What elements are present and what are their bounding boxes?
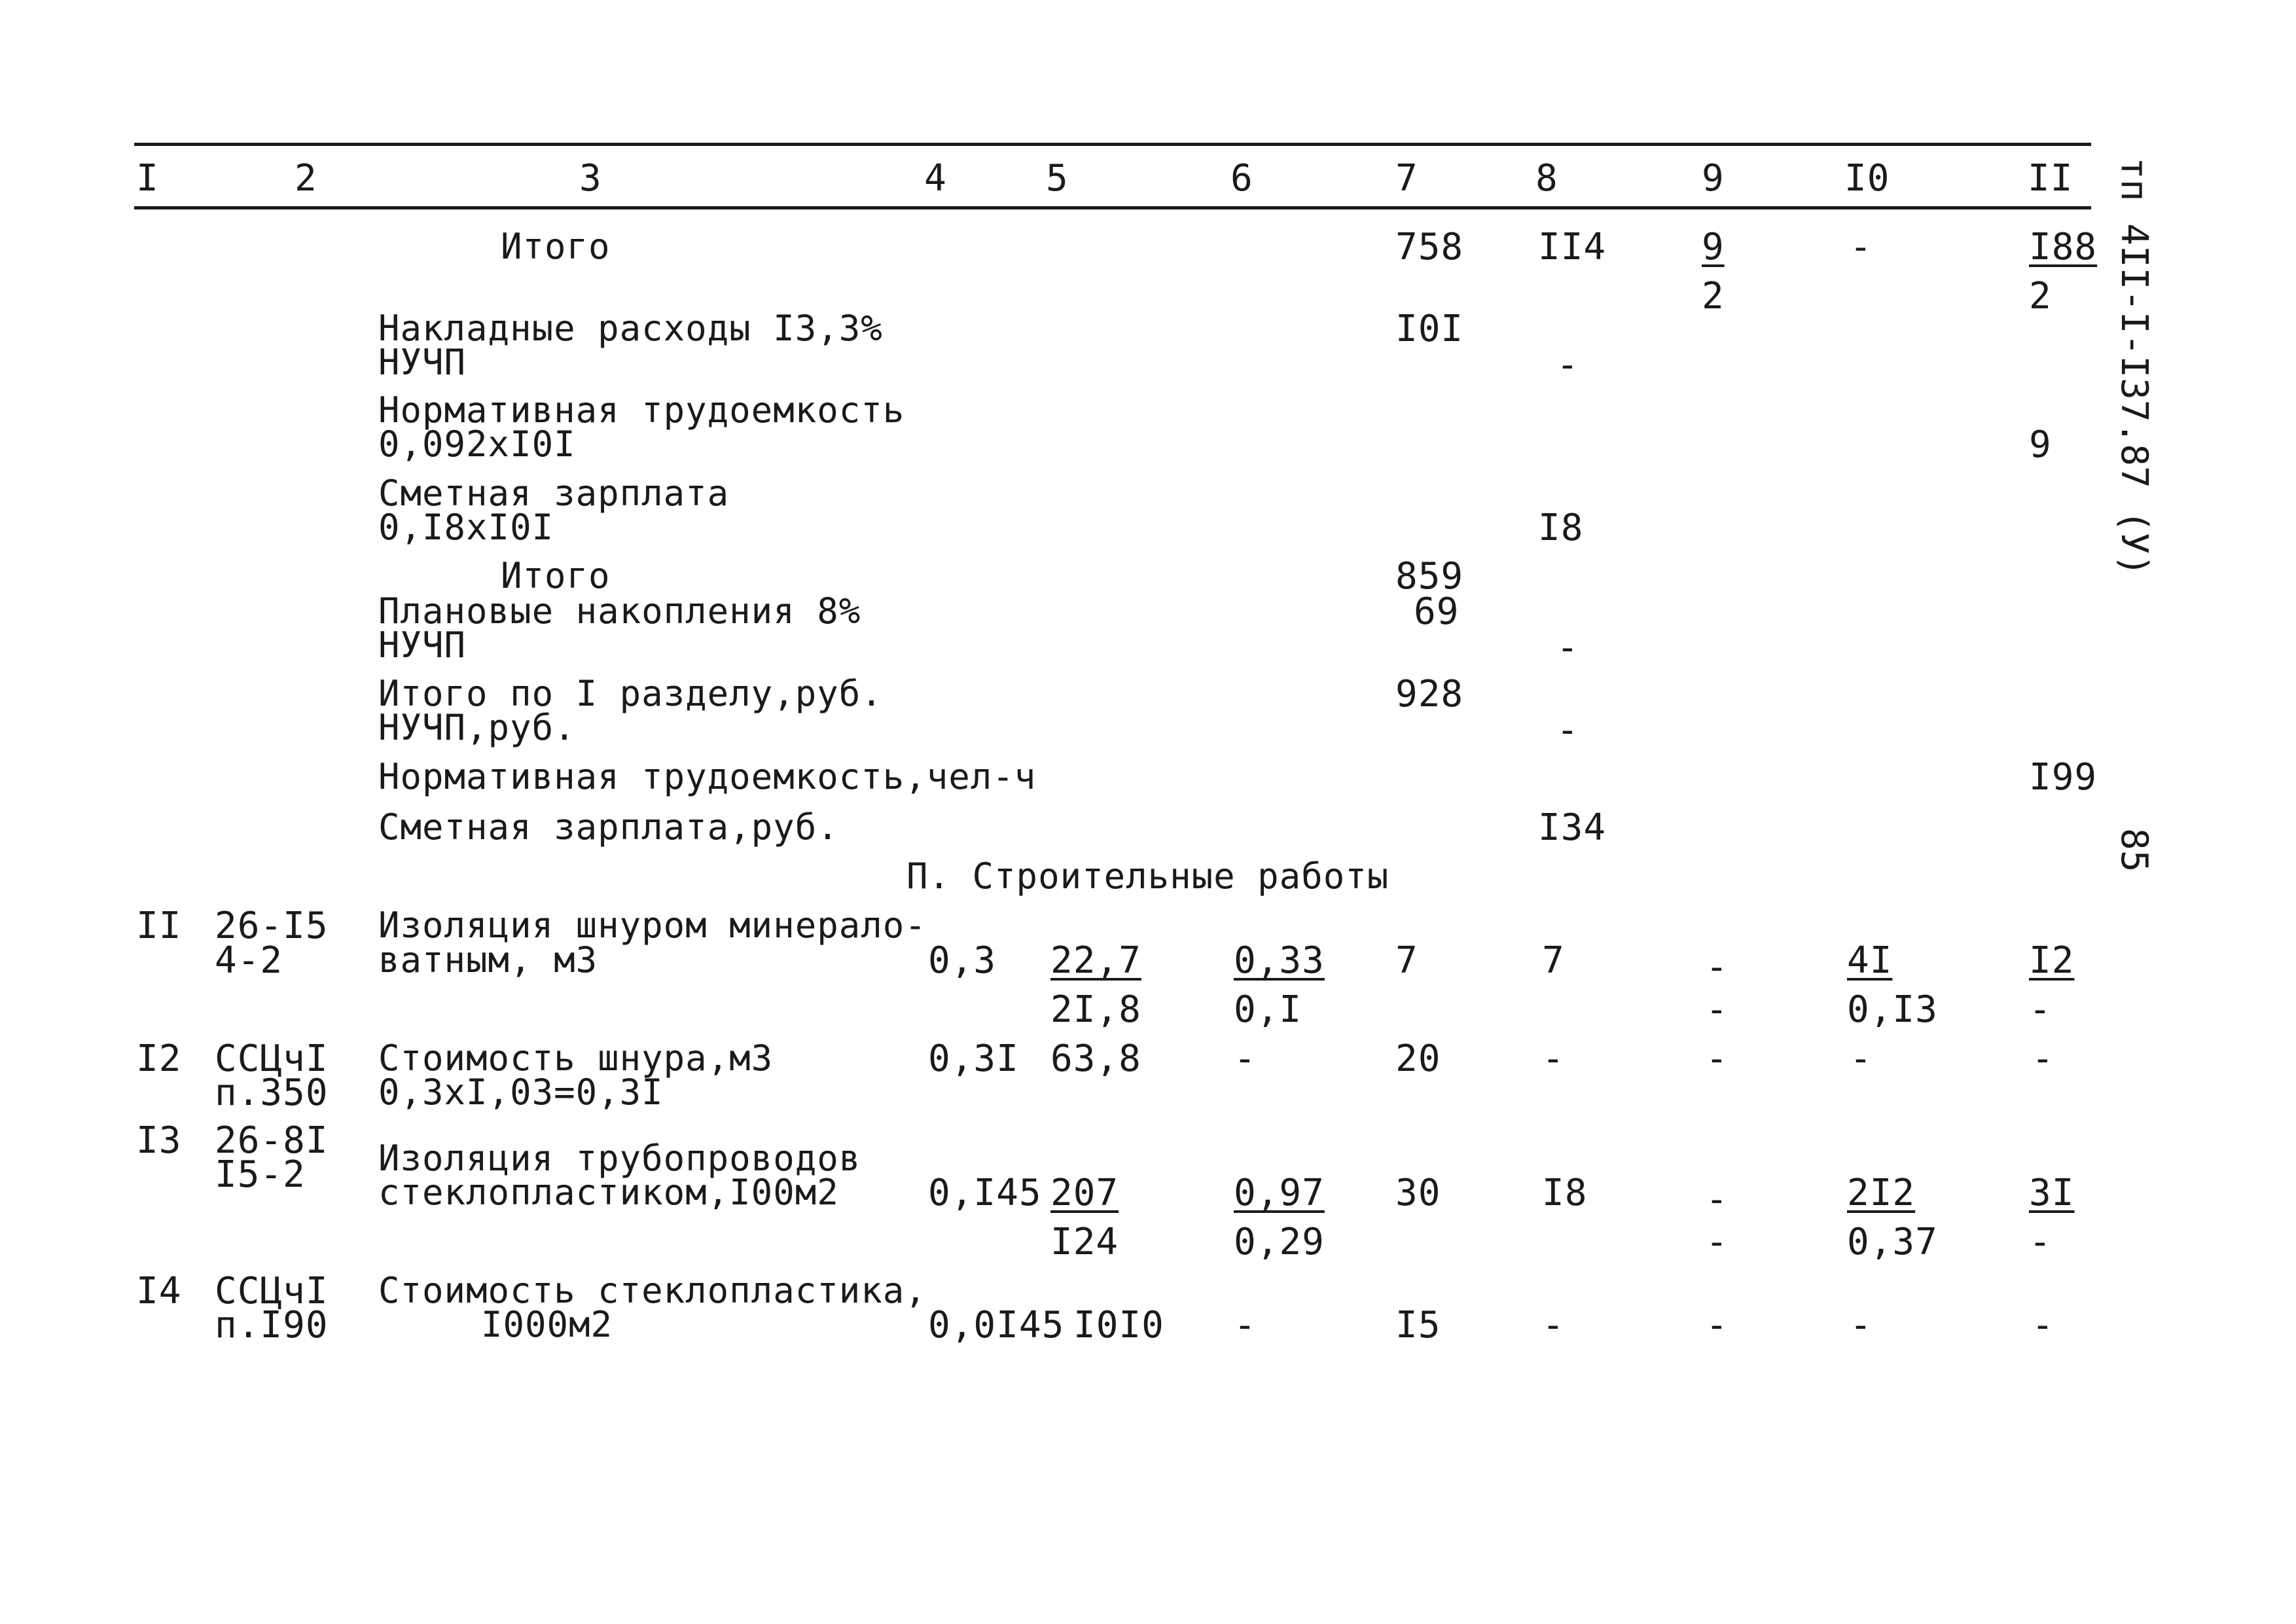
row-14-code1: ССЦчI: [215, 1270, 329, 1312]
row-14-c4: 0,0I45: [928, 1304, 1065, 1346]
labor-total-c11: I99: [2029, 756, 2098, 799]
row-11-num: II: [136, 905, 182, 947]
row-12-c4: 0,3I: [928, 1038, 1019, 1080]
row-12-c9: -: [1706, 1038, 1729, 1080]
wage-c8: I8: [1538, 507, 1584, 549]
overhead-label: Накладные расходы I3,3%: [378, 308, 883, 349]
row-12-code1: ССЦчI: [215, 1038, 329, 1080]
header-top-rule: [134, 143, 2091, 146]
page-number: 85: [2113, 828, 2155, 873]
row-14-c5: I0I0: [1073, 1304, 1164, 1346]
row-13-c6-bottom: 0,29: [1234, 1221, 1325, 1263]
row-14-num: I4: [136, 1270, 182, 1312]
row-13-c4: 0,I45: [928, 1172, 1042, 1214]
itogo-c11-top: I88: [2029, 226, 2098, 268]
row-12-c7: 20: [1395, 1038, 1441, 1080]
header-bottom-rule: [134, 206, 2091, 209]
itogo-c9-top: 9: [1702, 226, 1725, 268]
row-14-c8: -: [1542, 1304, 1565, 1346]
row-11-c7: 7: [1395, 939, 1418, 982]
col-header-7: 7: [1395, 157, 1418, 200]
row-13-c9-top: -: [1706, 1178, 1729, 1221]
row-13-code1: 26-8I: [215, 1119, 329, 1162]
row-11-c8: 7: [1542, 939, 1565, 982]
wage-sub: 0,I8хI0I: [378, 507, 554, 548]
row-13-c6-top: 0,97: [1234, 1172, 1325, 1214]
section-total-label: Итого по I разделу,руб.: [378, 673, 883, 714]
row-13-c11-top: 3I: [2029, 1172, 2075, 1214]
itogo-label: Итого: [501, 226, 611, 267]
row-13-c10-bottom: 0,37: [1847, 1221, 1938, 1263]
labor-norm-sub: 0,092хI0I: [378, 424, 576, 465]
col-header-9: 9: [1702, 157, 1725, 200]
row-11-c9-bottom: -: [1706, 988, 1729, 1031]
row-11-c11-top: I2: [2029, 939, 2075, 982]
labor-norm-label: Нормативная трудоемкость: [378, 389, 905, 431]
col-header-4: 4: [924, 157, 947, 200]
row-11-c9-top: -: [1706, 946, 1729, 988]
col-header-1: I: [136, 157, 159, 200]
document-code: тп 4II-I-I37.87 (У): [2113, 157, 2155, 577]
col-header-2: 2: [295, 157, 317, 200]
itogo2-c7: 859: [1395, 555, 1464, 598]
col-header-6: 6: [1230, 157, 1253, 200]
row-13-num: I3: [136, 1119, 182, 1162]
row-12-num: I2: [136, 1038, 182, 1080]
overhead-c8: -: [1556, 344, 1579, 386]
itogo2-label: Итого: [501, 555, 611, 596]
wage-total-c8: I34: [1538, 806, 1607, 849]
row-12-c5: 63,8: [1050, 1038, 1141, 1080]
row-11-c10-top: 4I: [1847, 939, 1893, 982]
row-12-desc1: Стоимость шнура,м3: [378, 1038, 774, 1079]
row-13-code2: I5-2: [215, 1153, 306, 1196]
labor-norm-c11: 9: [2029, 424, 2052, 466]
labor-total-label: Нормативная трудоемкость,чел-ч: [378, 756, 1037, 797]
row-13-c7: 30: [1395, 1172, 1441, 1214]
itogo-c7: 758: [1395, 226, 1464, 268]
row-11-code2: 4-2: [215, 939, 283, 982]
row-13-c10-top: 2I2: [1847, 1172, 1916, 1214]
itogo-c11-bottom: 2: [2029, 275, 2052, 317]
section-total-c8: -: [1556, 709, 1579, 751]
row-14-code2: п.I90: [215, 1304, 329, 1346]
row-12-desc2: 0,3хI,03=0,3I: [378, 1072, 664, 1113]
row-13-desc2: стеклопластиком,I00м2: [378, 1172, 839, 1213]
row-12-c11: -: [2032, 1038, 2054, 1080]
row-12-c8: -: [1542, 1038, 1565, 1080]
itogo-c10: -: [1850, 226, 1873, 268]
row-14-c6: -: [1234, 1304, 1257, 1346]
section-total-c7: 928: [1395, 673, 1464, 715]
row-11-desc2: ватным, м3: [378, 939, 598, 981]
row-12-code2: п.350: [215, 1072, 329, 1114]
col-header-3: 3: [579, 157, 602, 200]
wage-total-label: Сметная зарплата,руб.: [378, 806, 839, 848]
row-11-code1: 26-I5: [215, 905, 329, 947]
row-14-desc1: Стоимость стеклопластика,: [378, 1270, 927, 1311]
col-header-10: I0: [1844, 157, 1890, 200]
row-11-c4: 0,3: [928, 939, 997, 982]
row-11-desc1: Изоляция шнуром минерало-: [378, 905, 927, 946]
col-header-5: 5: [1046, 157, 1069, 200]
row-11-c11-bottom: -: [2029, 988, 2052, 1031]
row-14-c7: I5: [1395, 1304, 1441, 1346]
row-12-c6: -: [1234, 1038, 1257, 1080]
row-14-c10: -: [1850, 1304, 1873, 1346]
row-14-desc2: I000м2: [481, 1304, 613, 1345]
row-11-c5-top: 22,7: [1050, 939, 1141, 982]
row-11-c10-bottom: 0,I3: [1847, 988, 1938, 1031]
itogo-c8: II4: [1538, 226, 1607, 268]
itogo-c9-bottom: 2: [1702, 275, 1725, 317]
overhead-c7: I0I: [1395, 308, 1464, 350]
row-11-c5-bottom: 2I,8: [1050, 988, 1141, 1031]
section-title: П. Строительные работы: [906, 856, 1390, 897]
row-14-c11: -: [2032, 1304, 2054, 1346]
row-13-c5-top: 207: [1050, 1172, 1119, 1214]
row-13-c5-bottom: I24: [1050, 1221, 1119, 1263]
planned-c8: -: [1556, 626, 1579, 669]
row-13-desc1: Изоляция трубопроводов: [378, 1138, 861, 1179]
col-header-11: II: [2028, 157, 2073, 200]
row-14-c9: -: [1706, 1304, 1729, 1346]
row-13-c11-bottom: -: [2029, 1221, 2052, 1263]
row-12-c10: -: [1850, 1038, 1873, 1080]
row-11-c6-bottom: 0,I: [1234, 988, 1302, 1031]
col-header-8: 8: [1535, 157, 1558, 200]
planned-c7: 69: [1414, 590, 1460, 633]
row-13-c9-bottom: -: [1706, 1221, 1729, 1263]
planned-label: Плановые накопления 8%: [378, 590, 861, 632]
section-total-sub: НУЧП,руб.: [378, 707, 576, 748]
wage-label: Сметная зарплата: [378, 473, 730, 514]
planned-sub: НУЧП: [378, 624, 467, 666]
overhead-sub: НУЧП: [378, 342, 467, 383]
row-13-c8: I8: [1542, 1172, 1588, 1214]
row-11-c6-top: 0,33: [1234, 939, 1325, 982]
